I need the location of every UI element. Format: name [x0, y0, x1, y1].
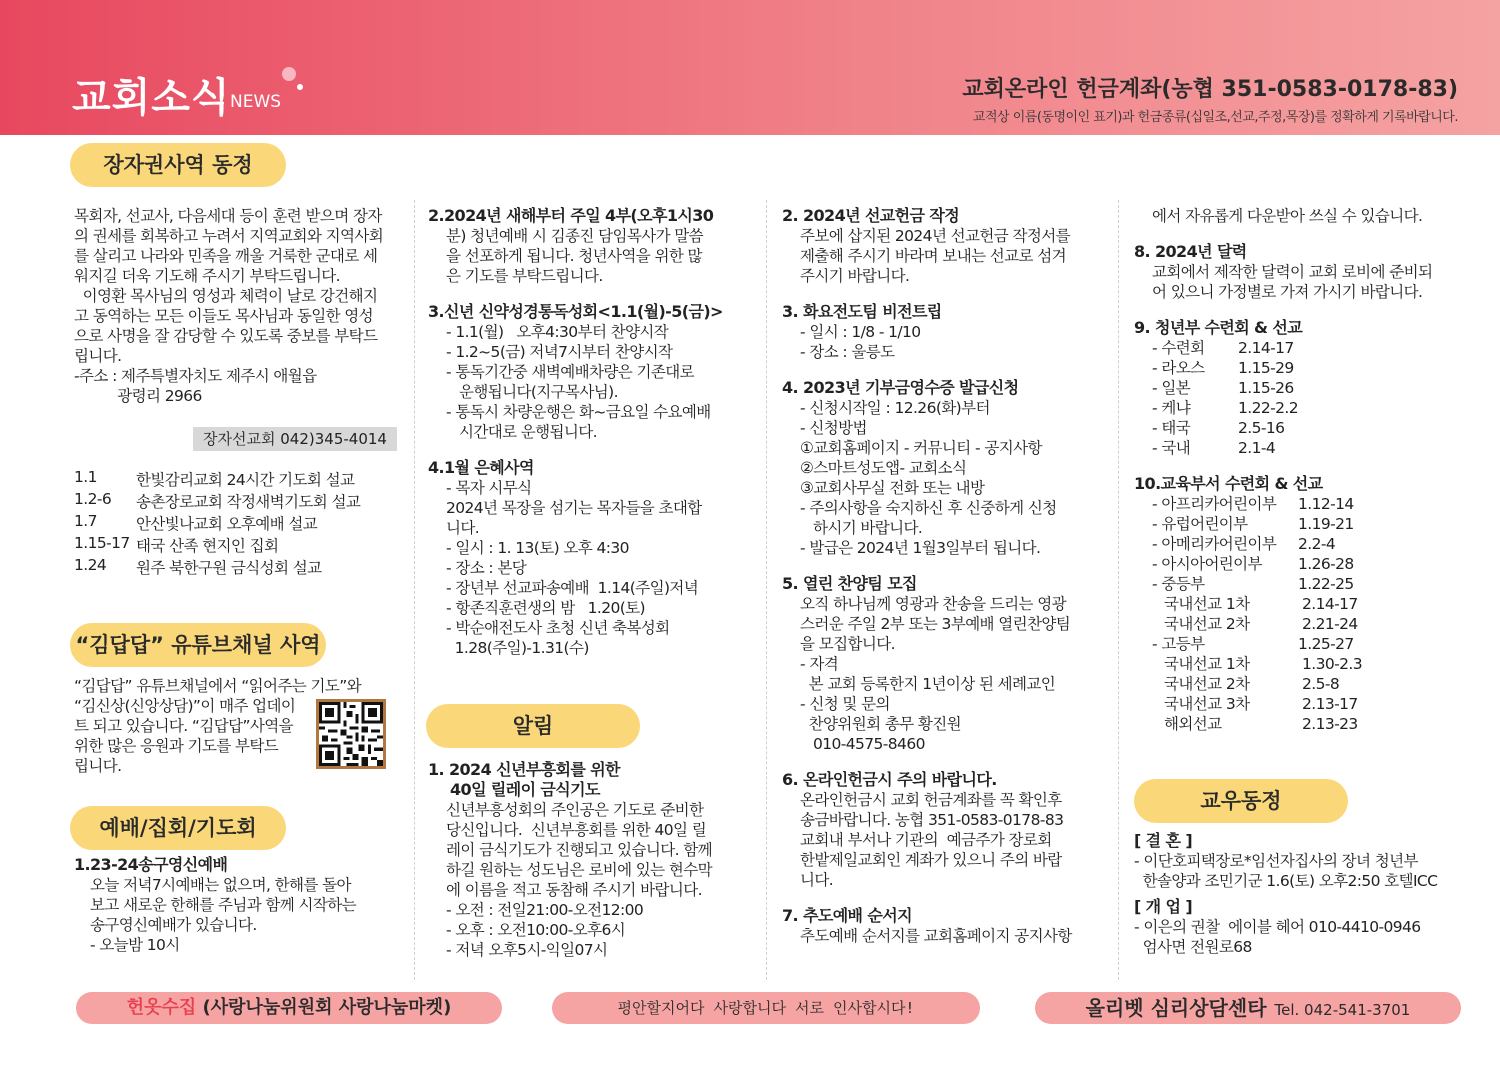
- item2-title: 2.2024년 새해부터 주일 4부(오후1시30: [428, 206, 714, 225]
- schedule-row: [74, 534, 360, 556]
- row-date: 2.5-16: [1238, 419, 1285, 437]
- item4-line: - 박순애전도사 초청 신년 축복성회: [446, 619, 670, 637]
- decor-dot-icon: [282, 67, 296, 81]
- worship-title: 1.23-24송구영신예배: [74, 855, 228, 874]
- table-row: [1152, 554, 1362, 574]
- gimdap-line: 트 되고 있습니다. “김답답”사역을: [74, 717, 294, 735]
- worship-line: - 오늘밤 10시: [90, 936, 180, 954]
- row-date: 1.22-25: [1298, 575, 1354, 593]
- item3-title: 3.신년 신약성경통독성회<1.1(월)-5(금)>: [428, 302, 723, 321]
- row-label: - 아메리카어린이부: [1152, 535, 1277, 553]
- row-date: 2.14-17: [1302, 595, 1358, 613]
- footer-counseling-tel: Tel. 042-541-3701: [1274, 1001, 1411, 1019]
- column-divider: [414, 200, 415, 980]
- item4-line: - 목자 시무식: [446, 479, 532, 497]
- header-banner: [0, 0, 1500, 135]
- table-row: [1152, 494, 1362, 514]
- row-date: 2.5-8: [1302, 675, 1340, 693]
- jangja-intro-line: 의 권세를 회복하고 누려서 지역교회와 지역사회: [74, 227, 384, 245]
- n5-line: 찬양위원회 총무 황진원: [800, 715, 962, 733]
- footer-clothing-detail: (사랑나눔위원회 사랑나눔마켓): [196, 997, 452, 1018]
- schedule-row: [74, 468, 360, 490]
- gimdap-line: 위한 많은 응원과 기도를 부탁드: [74, 737, 279, 755]
- decor-dot-small-icon: [297, 84, 303, 90]
- n4-line: ①교회홈페이지 - 커뮤니티 - 공지사항: [800, 439, 1042, 457]
- wedding-line: - 이단호피택장로*임선자집사의 장녀 청년부: [1134, 852, 1418, 870]
- schedule-date: 1.24: [74, 556, 107, 574]
- table-row: [1152, 358, 1298, 378]
- table-row: [1152, 674, 1362, 694]
- column-divider: [1118, 200, 1119, 980]
- wedding-line: 한솔양과 조민기군 1.6(토) 오후2:50 호텔ICC: [1134, 872, 1438, 890]
- item4-line: - 항존직훈련생의 밤 1.20(토): [446, 599, 645, 617]
- jangja-intro-line: -주소 : 제주특별자치도 제주시 애월읍: [74, 367, 317, 385]
- row-date: 2.2-4: [1298, 535, 1336, 553]
- notice1-title: 1. 2024 신년부흥회를 위한: [428, 760, 620, 779]
- n4-line: 하시기 바랍니다.: [800, 519, 923, 537]
- schedule-date: 1.7: [74, 512, 97, 530]
- wedding-heading: [ 결 혼 ]: [1134, 831, 1193, 850]
- row-label: - 라오스: [1152, 359, 1205, 377]
- table-row: [1152, 574, 1362, 594]
- schedule-date: 1.1: [74, 468, 97, 486]
- item4-title: 4.1월 은혜사역: [428, 458, 534, 477]
- section-heading-jangja: 장자권사역 동정: [70, 143, 286, 187]
- notice1-line: - 오전 : 전일21:00-오전12:00: [446, 901, 644, 919]
- item4-line: 2024년 목장을 섬기는 목자들을 초대합: [446, 499, 702, 517]
- table-row: [1152, 418, 1298, 438]
- row-label: - 아시아어린이부: [1152, 555, 1262, 573]
- n4-line: - 신청시작일 : 12.26(화)부터: [800, 399, 990, 417]
- section-heading-notice: 알림: [426, 704, 640, 748]
- table-row: [1152, 614, 1362, 634]
- n4-line: - 주의사항을 숙지하신 후 신중하게 신청: [800, 499, 1057, 517]
- n5-line: 오직 하나님께 영광과 찬송을 드리는 영광: [800, 595, 1066, 613]
- column-3: [782, 206, 1112, 946]
- n3-title: 3. 화요전도팀 비전트립: [782, 302, 942, 321]
- item4-line: 1.28(주일)-1.31(수): [446, 639, 589, 657]
- notice1-line: - 오후 : 오전10:00-오후6시: [446, 921, 626, 939]
- item3-line: - 통독기간중 새벽예배차량은 기존대로: [446, 363, 694, 381]
- table-row: [1152, 534, 1362, 554]
- footer-clothing-label: 헌옷수집: [126, 997, 197, 1018]
- row-date: 1.15-26: [1238, 379, 1294, 397]
- worship-block: [74, 855, 414, 955]
- notice1-title-2: 40일 릴레이 금식기도: [450, 780, 600, 799]
- row-date: 1.12-14: [1298, 495, 1354, 513]
- table-row: [1152, 594, 1362, 614]
- column-4: [1134, 206, 1474, 734]
- schedule-event: 원주 북한구원 금식성회 설교: [136, 559, 322, 577]
- row-label: 해외선교: [1164, 715, 1222, 733]
- item2-line: 분) 청년예배 시 김종진 담임목사가 말씀: [446, 227, 704, 245]
- gimdap-line: 립니다.: [74, 757, 122, 775]
- schedule-date: 1.2-6: [74, 490, 112, 508]
- jangja-intro-line: 목회자, 선교사, 다음세대 등이 훈련 받으며 장자: [74, 207, 382, 225]
- opening-line: 엄사면 전원로68: [1134, 938, 1252, 956]
- jangja-intro-line: 이영환 목사님의 영성과 체력이 날로 강건해지: [74, 287, 378, 305]
- n5-line: 본 교회 등록한지 1년이상 된 세례교인: [800, 675, 1056, 693]
- n6-title: 6. 온라인헌금시 주의 바랍니다.: [782, 770, 997, 789]
- row-label: 국내선교 1차: [1164, 655, 1250, 673]
- qr-code-icon[interactable]: [316, 699, 386, 769]
- table-row: [1152, 654, 1362, 674]
- n7-continued: 에서 자유롭게 다운받아 쓰실 수 있습니다.: [1152, 207, 1423, 225]
- education-retreat-table: [1152, 494, 1362, 734]
- item3-line: 시간대로 운행됩니다.: [446, 423, 597, 441]
- n4-line: ③교회사무실 전화 또는 내방: [800, 479, 985, 497]
- row-date: 2.13-23: [1302, 715, 1358, 733]
- n4-line: - 신청방법: [800, 419, 867, 437]
- schedule-event: 송촌장로교회 작정새벽기도회 설교: [136, 493, 361, 511]
- row-date: 2.13-17: [1302, 695, 1358, 713]
- row-label: - 국내: [1152, 439, 1191, 457]
- n6-line: 니다.: [800, 871, 834, 889]
- schedule-event: 한빛감리교회 24시간 기도회 설교: [136, 471, 355, 489]
- offering-account: 교회온라인 헌금계좌(농협 351-0583-0178-83): [962, 77, 1458, 102]
- table-row: [1152, 714, 1362, 734]
- opening-line: - 이은의 권찰 에이블 헤어 010-4410-0946: [1134, 918, 1421, 936]
- schedule-event: 안산빛나교회 오후예배 설교: [136, 515, 318, 533]
- jangja-intro-line: 고 동역하는 모든 이들도 목사님과 동일한 영성: [74, 307, 374, 325]
- gimdap-line: “김신상(신앙상담)”이 매주 업데이: [74, 697, 296, 715]
- gimdap-line: “김답답” 유튜브채널에서 “읽어주는 기도”와: [74, 677, 362, 695]
- item2-line: 을 선포하게 됩니다. 청년사역을 위한 많: [446, 247, 702, 265]
- n5-line: - 신청 및 문의: [800, 695, 890, 713]
- n5-line: 스러운 주일 2부 또는 3부예배 열린찬양팀: [800, 615, 1071, 633]
- row-date: 2.14-17: [1238, 339, 1294, 357]
- n5-line: 을 모집합니다.: [800, 635, 895, 653]
- jangja-intro-line: 립니다.: [74, 347, 122, 365]
- jangja-intro-line: 으로 사명을 잘 감당할 수 있도록 중보를 부탁드: [74, 327, 378, 345]
- row-date: 1.30-2.3: [1302, 655, 1362, 673]
- n2-line: 제출해 주시기 바라며 보내는 선교로 섬겨: [800, 247, 1066, 265]
- schedule-row: [74, 490, 360, 512]
- row-label: - 고등부: [1152, 635, 1205, 653]
- n2-title: 2. 2024년 선교헌금 작정: [782, 206, 960, 225]
- n3-line: - 장소 : 울릉도: [800, 343, 895, 361]
- table-row: [1152, 338, 1298, 358]
- row-label: 국내선교 3차: [1164, 695, 1250, 713]
- notice1-line: 레이 금식기도가 진행되고 있습니다. 함께: [446, 841, 712, 859]
- section-heading-members: 교우동정: [1134, 779, 1348, 823]
- n6-line: 교회내 부서나 기관의 예금주가 장로회: [800, 831, 1052, 849]
- schedule-date: 1.15-17: [74, 534, 130, 552]
- row-label: - 유럽어린이부: [1152, 515, 1248, 533]
- item4-line: - 장소 : 본당: [446, 559, 527, 577]
- newsletter-title: 교회소식: [72, 75, 231, 121]
- n9-title: 9. 청년부 수련회 & 선교: [1134, 318, 1303, 337]
- row-label: - 케냐: [1152, 399, 1191, 417]
- worship-line: 송구영신예배가 있습니다.: [90, 916, 257, 934]
- newsletter-subtitle: NEWS: [230, 92, 282, 112]
- schedule-row: [74, 512, 360, 534]
- row-date: 1.25-27: [1298, 635, 1354, 653]
- n10-title: 10.교육부서 수련회 & 선교: [1134, 474, 1323, 493]
- table-row: [1152, 514, 1362, 534]
- n7-title: 7. 추도예배 순서지: [782, 906, 912, 925]
- table-row: [1152, 378, 1298, 398]
- table-row: [1152, 398, 1298, 418]
- footer-counseling-name: 올리벳 심리상담센타: [1085, 996, 1267, 1020]
- members-block: [1134, 831, 1484, 957]
- row-label: 국내선교 2차: [1164, 615, 1250, 633]
- row-label: - 태국: [1152, 419, 1191, 437]
- item4-line: - 장년부 선교파송예배 1.14(주일)저녁: [446, 579, 699, 597]
- n3-line: - 일시 : 1/8 - 1/10: [800, 323, 921, 341]
- notice-block: [428, 760, 758, 960]
- item4-line: - 일시 : 1. 13(토) 오후 4:30: [446, 539, 629, 557]
- jangja-schedule-table: [74, 468, 360, 578]
- youth-retreat-table: [1152, 338, 1298, 458]
- jangja-intro-line: 광령리 2966: [74, 387, 202, 405]
- row-label: - 일본: [1152, 379, 1191, 397]
- row-label: - 중등부: [1152, 575, 1205, 593]
- n6-line: 송금바랍니다. 농협 351-0583-0178-83: [800, 811, 1064, 829]
- column-2-top: [428, 206, 758, 658]
- n2-line: 주시기 바랍니다.: [800, 267, 910, 285]
- n8-line: 교회에서 제작한 달력이 교회 로비에 준비되: [1152, 263, 1433, 281]
- n5-line: - 자격: [800, 655, 839, 673]
- n8-line: 어 있으니 가정별로 가져 가시기 바랍니다.: [1152, 283, 1423, 301]
- row-date: 2.21-24: [1302, 615, 1358, 633]
- footer-counseling-center: [1035, 992, 1461, 1024]
- footer-greeting: 평안할지어다 사랑합니다 서로 인사합시다!: [552, 992, 980, 1024]
- table-row: [1152, 634, 1362, 654]
- column-divider: [766, 200, 767, 980]
- jangja-contact-label: 장자선교회 042)345-4014: [193, 427, 397, 451]
- item4-line: 니다.: [446, 519, 480, 537]
- jangja-intro-line: 워지길 더욱 기도해 주시기 부탁드립니다.: [74, 267, 340, 285]
- item3-line: 운행됩니다(지구목사님).: [446, 383, 618, 401]
- row-label: 국내선교 2차: [1164, 675, 1250, 693]
- row-date: 1.22-2.2: [1238, 399, 1298, 417]
- notice1-line: 신년부흥성회의 주인공은 기도로 준비한: [446, 801, 704, 819]
- schedule-event: 태국 산족 현지인 집회: [136, 537, 279, 555]
- n4-line: - 발급은 2024년 1월3일부터 됩니다.: [800, 539, 1041, 557]
- opening-heading: [ 개 업 ]: [1134, 897, 1193, 916]
- n6-line: 한밭제일교회인 계좌가 있으니 주의 바랍: [800, 851, 1062, 869]
- row-label: - 아프리카어린이부: [1152, 495, 1277, 513]
- item3-line: - 1.2~5(금) 저녁7시부터 찬양시작: [446, 343, 673, 361]
- row-date: 1.15-29: [1238, 359, 1294, 377]
- notice1-line: 하길 원하는 성도님은 로비에 있는 현수막: [446, 861, 712, 879]
- item3-line: - 1.1(월) 오후4:30부터 찬양시작: [446, 323, 669, 341]
- item2-line: 은 기도를 부탁드립니다.: [446, 267, 603, 285]
- table-row: [1152, 694, 1362, 714]
- n5-line: 010-4575-8460: [800, 735, 925, 753]
- worship-line: 오늘 저녁7시예배는 없으며, 한해를 돌아: [90, 876, 351, 894]
- n8-title: 8. 2024년 달력: [1134, 242, 1247, 261]
- n4-line: ②스마트성도앱- 교회소식: [800, 459, 967, 477]
- schedule-row: [74, 556, 360, 578]
- n5-title: 5. 열린 찬양팀 모집: [782, 574, 917, 593]
- notice1-line: 당신입니다. 신년부흥회를 위한 40일 릴: [446, 821, 707, 839]
- row-date: 1.19-21: [1298, 515, 1354, 533]
- row-date: 2.1-4: [1238, 439, 1276, 457]
- row-date: 1.26-28: [1298, 555, 1354, 573]
- section-heading-gimdap: “김답답” 유튜브채널 사역: [70, 623, 326, 667]
- offering-account-note: 교적상 이름(동명이인 표기)과 헌금종류(십일조,선교,주정,목장)를 정확하게 기록바랍니다.: [972, 110, 1458, 125]
- jangja-intro: [74, 206, 414, 406]
- section-heading-worship: 예배/집회/기도회: [70, 806, 286, 850]
- notice1-line: 에 이름을 적고 동참해 주시기 바랍니다.: [446, 881, 702, 899]
- jangja-intro-line: 를 살리고 나라와 민족을 깨울 거룩한 군대로 세: [74, 247, 378, 265]
- worship-line: 보고 새로운 한해를 주님과 함께 시작하는: [90, 896, 356, 914]
- row-label: - 수련회: [1152, 339, 1205, 357]
- notice1-line: - 저녁 오후5시-익일07시: [446, 941, 608, 959]
- n4-title: 4. 2023년 기부금영수증 발급신청: [782, 378, 1019, 397]
- row-label: 국내선교 1차: [1164, 595, 1250, 613]
- table-row: [1152, 438, 1298, 458]
- n6-line: 온라인헌금시 교회 헌금계좌를 꼭 확인후: [800, 791, 1062, 809]
- n2-line: 주보에 삽지된 2024년 선교헌금 작정서를: [800, 227, 1070, 245]
- item3-line: - 통독시 차량운행은 화~금요일 수요예배: [446, 403, 711, 421]
- footer-clothing-collection: [76, 992, 502, 1024]
- n7-line: 추도예배 순서지를 교회홈페이지 공지사항: [800, 927, 1072, 945]
